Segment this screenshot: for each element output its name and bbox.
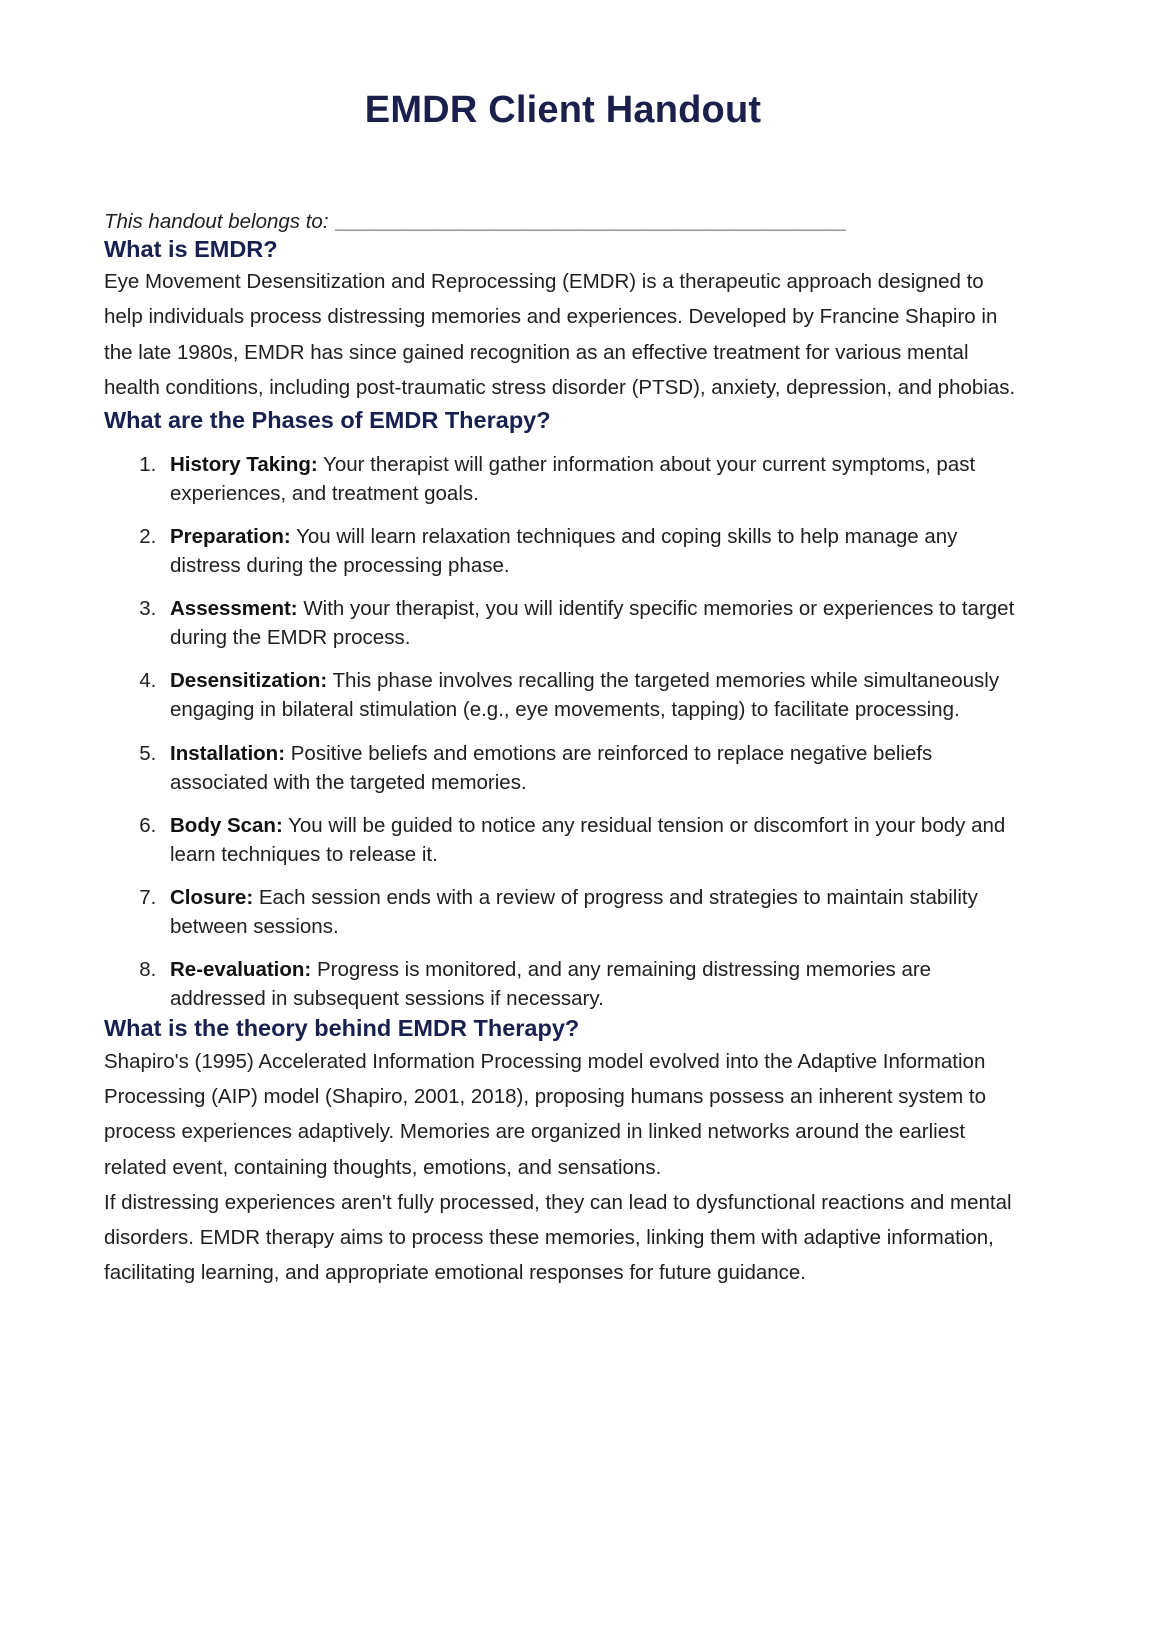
phase-text: Each session ends with a review of progress and strategies to maintain stability between sessions. [170, 886, 978, 939]
belongs-to-row [104, 210, 1022, 234]
list-item [162, 739, 1022, 797]
list-item [162, 955, 1022, 1013]
belongs-to-blank-line[interactable]: _______________________________________________ [334, 209, 847, 233]
phase-term: Preparation: [170, 524, 291, 548]
phase-term: Desensitization: [170, 669, 328, 693]
document-content [104, 0, 1022, 1291]
list-item [162, 594, 1022, 652]
phases-list [104, 450, 1022, 1014]
paragraph-theory-2: If distressing experiences aren't fully processed, they can lead to dysfunctional reactions and mental disorders. EMDR therapy aims to process these memories, linking them with adaptive information, facilitating learning, and appropriate emotional responses for future guidance. [104, 1190, 1012, 1285]
phase-text: With your therapist, you will identify specific memories or experiences to target during the EMDR process. [170, 597, 1015, 650]
list-item [162, 811, 1022, 869]
paragraph-theory-1: Shapiro's (1995) Accelerated Information Processing model evolved into the Adaptive Information Processing (AIP) model (Shapiro, 2001, 2018), proposing humans possess an inherent system to process experiences adaptively. Memories are organized in linked networks around the earliest related event, containing thoughts, emotions, and sensations. [104, 1049, 986, 1179]
list-item [162, 450, 1022, 508]
phase-text: Positive beliefs and emotions are reinforced to replace negative beliefs associated with the targeted memories. [170, 741, 933, 794]
list-item [162, 883, 1022, 941]
phase-text: This phase involves recalling the targeted memories while simultaneously engaging in bilateral stimulation (e.g., eye movements, tapping) to facilitate processing. [170, 669, 1000, 722]
phase-text: Progress is monitored, and any remaining distressing memories are addressed in subsequent sessions if necessary. [170, 958, 932, 1011]
phase-term: Closure: [170, 886, 254, 909]
phase-text: Your therapist will gather information about your current symptoms, past experiences, and treatment goals. [170, 452, 976, 505]
phase-term: History Taking: [170, 452, 318, 476]
phase-term: Body Scan: [170, 813, 283, 837]
paragraph-what-is-emdr: Eye Movement Desensitization and Reprocessing (EMDR) is a therapeutic approach designed to help individuals process distressing memories and experiences. Developed by Francine Shapiro in the late 1980s, EMDR has since gained recognition as an effective treatment for various mental health conditions, including post-traumatic stress disorder (PTSD), anxiety, depression, and phobias. [104, 270, 1016, 399]
list-item [162, 522, 1022, 580]
heading-what-is-emdr: What is EMDR? [104, 235, 278, 262]
phase-term: Assessment: [170, 597, 298, 621]
heading-phases-of-emdr: What are the Phases of EMDR Therapy? [104, 407, 551, 434]
page-title: EMDR Client Handout [364, 89, 762, 131]
phase-term: Re-evaluation: [170, 958, 312, 982]
phase-text: You will be guided to notice any residual tension or discomfort in your body and learn techniques to release it. [170, 813, 1006, 866]
heading-theory-behind-emdr: What is the theory behind EMDR Therapy? [104, 1015, 580, 1042]
phase-term: Installation: [170, 741, 286, 765]
belongs-to-label: This handout belongs to: [104, 209, 329, 233]
list-item [162, 666, 1022, 724]
phase-text: You will learn relaxation techniques and coping skills to help manage any distress during the processing phase. [170, 524, 958, 578]
